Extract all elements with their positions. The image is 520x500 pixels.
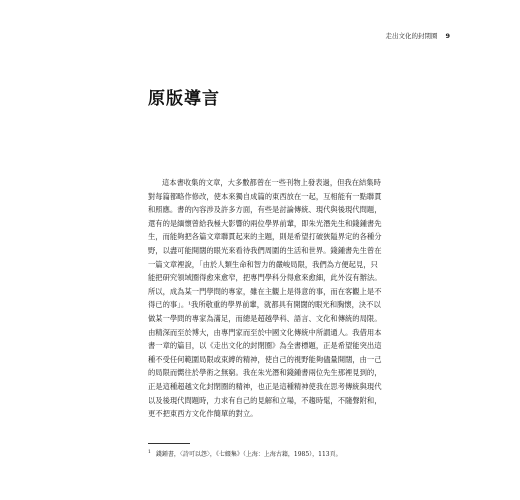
text-line: 生，而能夠把各篇文章聯貫起來的主題，則是希望打破狹隘界定的各種分 [148, 232, 382, 242]
text-line: 這本書收集的文章，大多數都曾在一些刊物上發表過，但我在結集時 [162, 178, 381, 187]
footnote [148, 449, 342, 458]
running-head-title: 走出文化的封閉圈 [385, 32, 438, 40]
text-line: 書一章的篇目，以《走出文化的封閉圈》為全書標題，正是希望能突出這 [148, 341, 382, 351]
text-line: 所以，成為某一門學問的專家，雖在主觀上是得意的事，而在客觀上是不 [148, 286, 382, 296]
footnote-text: 錢鍾書，〈詩可以怨〉，《七綴集》（上海：上海古籍，1985），113頁。 [155, 451, 342, 458]
chapter-title: 原版導言 [148, 89, 220, 109]
text-line: 對每篇都略作修改，使本來獨自成篇的東西放在一起，互相能有一點聯貫 [148, 191, 382, 201]
text-line: 還有的是緬懷曾給我極大影響的兩位學界前輩，即朱光潛先生和錢鍾書先 [148, 218, 382, 228]
text-line: 的局限而嚮往於學術之無窮。我在朱光潛和錢鍾書兩位先生那裡見到的， [148, 368, 382, 378]
text-line: 能把研究領域圈得愈來愈窄，把專門學科分得愈來愈細，此外沒有辦法。 [148, 273, 382, 283]
text-line: 做某一學問的專家為滿足，而總是超越學科、語言、文化和傳統的局限。 [148, 313, 382, 323]
text-line: 由精深而至於博大，由專門家而至於中國文化傳統中所謂通人。我借用本 [148, 327, 382, 337]
running-head [385, 31, 450, 40]
footnote-marker: 1 [148, 450, 151, 455]
body-paragraph [148, 176, 382, 421]
text-line: 以及後現代問題時，力求有自己的見解和立場，不趨時髦，不隨聲附和， [148, 395, 382, 405]
page-number: 9 [445, 31, 450, 40]
text-line: 種不受任何範圍局限或束縛的精神，使自己的視野能夠儘量開闊，由一己 [148, 354, 382, 364]
text-line: 正是這種超越文化封閉圈的精神，也正是這種精神使我在思考傳統與現代 [148, 381, 382, 391]
text-line: 一篇文章裡說，「由於人類生命和智力的嚴峻局限，我們為方便起見，只 [148, 259, 378, 269]
text-line: 得已的事」。¹我所敬重的學界前輩，就都具有開闊的眼光和胸懷，決不以 [148, 300, 381, 310]
text-line: 和照應。書的內容涉及許多方面，有些是討論傳統、現代與後現代問題， [148, 205, 382, 215]
text-line: 野，以盡可能開闊的眼光來看待我們周圍的生活和世界。錢鍾書先生曾在 [148, 245, 382, 255]
text-line: 更不把東西方文化作簡單的對立。 [148, 409, 258, 419]
footnote-rule [148, 443, 190, 444]
